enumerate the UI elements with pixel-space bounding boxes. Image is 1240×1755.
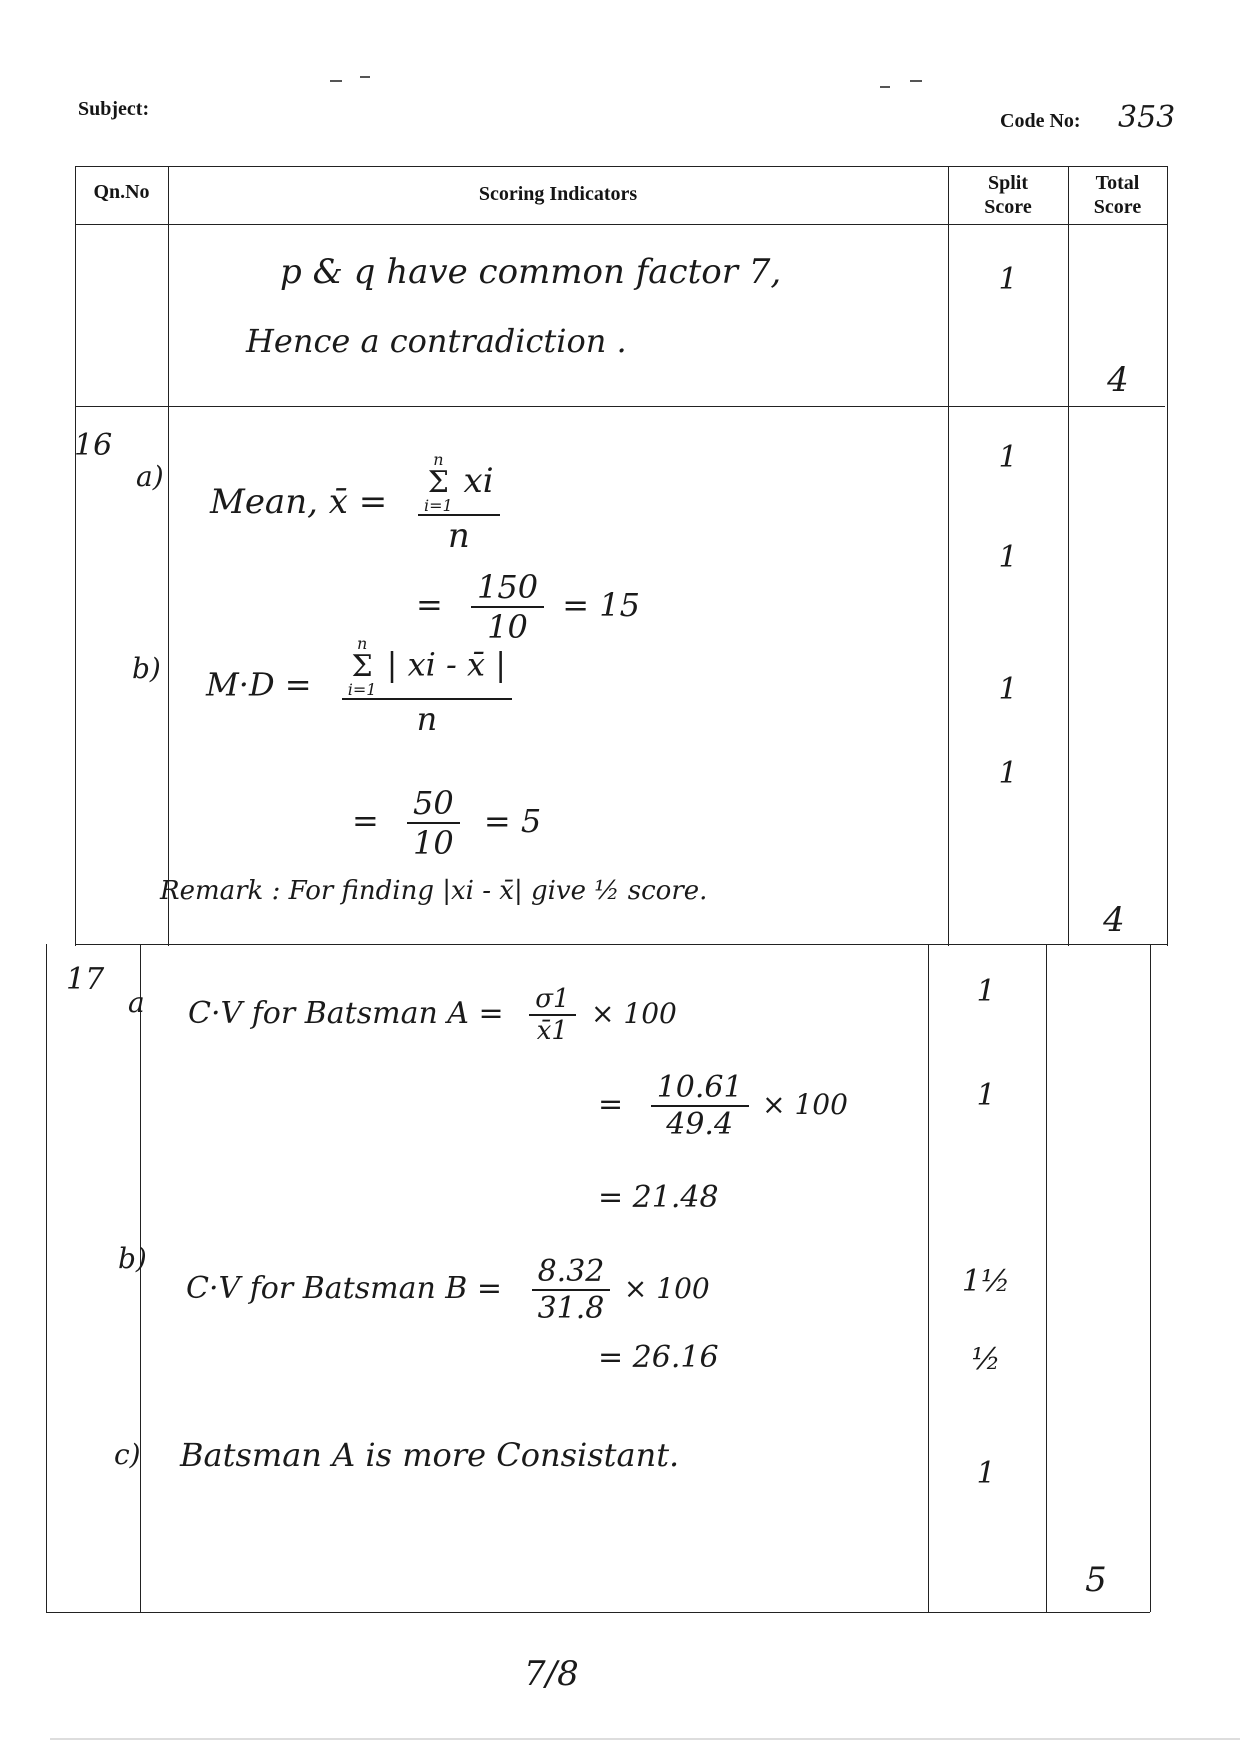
sigma-md-upper: n xyxy=(356,634,368,653)
cont-line-2: Hence a contradiction . xyxy=(246,322,627,360)
cv-a-lhs: C·V for Batsman A = xyxy=(188,996,504,1031)
q17-cv-a-result: = 21.48 xyxy=(598,1180,719,1215)
q17-c-label: c) xyxy=(114,1438,141,1471)
q16-remark: Remark : For finding |xi - x̄| give ½ score. xyxy=(160,876,708,906)
q16-md-value xyxy=(352,784,541,862)
q17-split-4: ½ xyxy=(971,1342,1001,1377)
table-bottom-border xyxy=(46,1612,1150,1613)
sigma-mean-symbol: Σ xyxy=(427,465,449,500)
split-score-header xyxy=(948,171,1068,219)
qno-column-border-upper xyxy=(168,166,169,946)
scan-mark xyxy=(910,80,922,82)
sigma-mean-upper: n xyxy=(433,450,444,469)
cv-a-denominator: x̄1 xyxy=(536,1016,568,1046)
q16-split-3: 1 xyxy=(998,672,1018,707)
md-term: | xi - x̄ | xyxy=(386,645,507,684)
md-value-eq: = xyxy=(352,801,379,840)
total-header-line2: Score xyxy=(1093,196,1142,218)
code-number: 353 xyxy=(1118,100,1176,135)
table-right-border-lower xyxy=(1150,944,1151,1612)
mean-term: xi xyxy=(463,461,494,501)
cv-a-value-fraction xyxy=(651,1070,749,1142)
split-header-line1: Split xyxy=(987,172,1029,194)
q17-split-3: 1½ xyxy=(961,1264,1011,1299)
q16-split-2: 1 xyxy=(998,540,1018,575)
q17-conclusion: Batsman A is more Consistant. xyxy=(180,1436,680,1474)
q16-mean-value xyxy=(416,568,640,646)
q16-mean-formula xyxy=(210,452,500,556)
scan-mark xyxy=(360,76,370,78)
sigma-md-symbol: Σ xyxy=(351,649,373,684)
q16-a-label: a) xyxy=(136,460,164,493)
mean-denominator: n xyxy=(447,516,470,556)
cont-line-1: p & q have common factor 7, xyxy=(280,252,782,292)
q16-b-label: b) xyxy=(132,652,161,685)
row-divider-2 xyxy=(75,944,1167,945)
val-a-numerator: 10.61 xyxy=(651,1070,749,1107)
val-b-denominator: 31.8 xyxy=(537,1291,605,1326)
q17-b-label: b) xyxy=(118,1242,147,1275)
val-a-denominator: 49.4 xyxy=(666,1107,734,1142)
q17-number: 17 xyxy=(66,962,105,997)
cv-b-lhs: C·V for Batsman B = xyxy=(186,1271,503,1306)
row-divider-1 xyxy=(75,406,1165,407)
q17-cv-b-result: = 26.16 xyxy=(598,1340,719,1375)
sigma-md-lower: i=1 xyxy=(347,680,377,699)
q16-split-4: 1 xyxy=(998,756,1018,791)
cont-split-score: 1 xyxy=(998,262,1018,297)
table-left-border-lower xyxy=(46,944,47,1612)
mean-value-eq: = xyxy=(416,585,443,624)
q17-cv-a-formula xyxy=(188,984,677,1046)
cv-a-times100: × 100 xyxy=(591,997,677,1030)
cv-b-fraction xyxy=(532,1254,611,1326)
code-label: Code No: xyxy=(1000,110,1081,132)
q16-total-score: 4 xyxy=(1103,900,1125,940)
den-10a: 10 xyxy=(487,608,528,646)
q17-total-score: 5 xyxy=(1085,1560,1107,1600)
split-column-border-upper xyxy=(948,166,949,946)
md-denominator: n xyxy=(416,700,438,738)
q17-split-2: 1 xyxy=(976,1078,996,1113)
cv-b-times100: × 100 xyxy=(623,1272,710,1305)
mean-numerator xyxy=(418,452,500,516)
scoring-indicators-header: Scoring Indicators xyxy=(478,183,638,205)
q17-cv-a-value xyxy=(598,1070,848,1142)
val-a-times100: × 100 xyxy=(762,1088,848,1121)
qno-column-border-lower xyxy=(140,944,141,1612)
q17-cv-b-formula xyxy=(186,1254,710,1326)
scan-mark xyxy=(880,86,890,88)
md-result: = 5 xyxy=(483,801,542,840)
total-column-border-lower xyxy=(1046,944,1047,1612)
md-value-fraction xyxy=(407,784,460,862)
q16-split-1: 1 xyxy=(998,440,1018,475)
page-number: 7/8 xyxy=(524,1654,579,1694)
total-column-border-upper xyxy=(1068,166,1069,946)
den-10b: 10 xyxy=(412,824,454,862)
table-right-border-upper xyxy=(1167,166,1168,946)
total-header-line1: Total xyxy=(1095,172,1140,194)
mean-fraction xyxy=(418,452,500,556)
split-column-border-lower xyxy=(928,944,929,1612)
q17-split-5: 1 xyxy=(976,1456,996,1491)
q16-number: 16 xyxy=(74,428,113,463)
split-header-line2: Score xyxy=(984,196,1032,218)
q17-a-label: a xyxy=(128,986,145,1019)
md-numerator xyxy=(342,636,512,700)
mean-result: = 15 xyxy=(562,585,640,624)
cv-a-value-eq: = xyxy=(598,1087,624,1122)
cv-a-numerator: σ1 xyxy=(529,984,575,1016)
mean-value-fraction xyxy=(471,568,544,646)
num-50: 50 xyxy=(407,784,460,824)
table-top-border xyxy=(75,166,1167,167)
subject-label: Subject: xyxy=(78,98,150,120)
cont-total-score: 4 xyxy=(1107,360,1129,400)
sigma-mean-lower: i=1 xyxy=(424,496,453,515)
num-150: 150 xyxy=(471,568,544,608)
total-score-header xyxy=(1068,171,1167,219)
scan-mark xyxy=(330,80,342,82)
cv-a-fraction xyxy=(529,984,575,1046)
scan-edge xyxy=(50,1738,1240,1740)
md-fraction xyxy=(342,636,512,738)
header-bottom-border xyxy=(75,224,1167,225)
table-left-border-upper xyxy=(75,166,76,946)
sigma-md xyxy=(348,636,377,698)
q17-split-1: 1 xyxy=(976,974,996,1009)
qno-header: Qn.No xyxy=(93,181,150,203)
val-b-numerator: 8.32 xyxy=(532,1254,611,1291)
sigma-mean xyxy=(424,452,453,514)
q16-md-formula xyxy=(206,636,512,738)
md-lhs: M·D = xyxy=(206,665,312,704)
mean-lhs: Mean, x̄ = xyxy=(210,482,388,522)
